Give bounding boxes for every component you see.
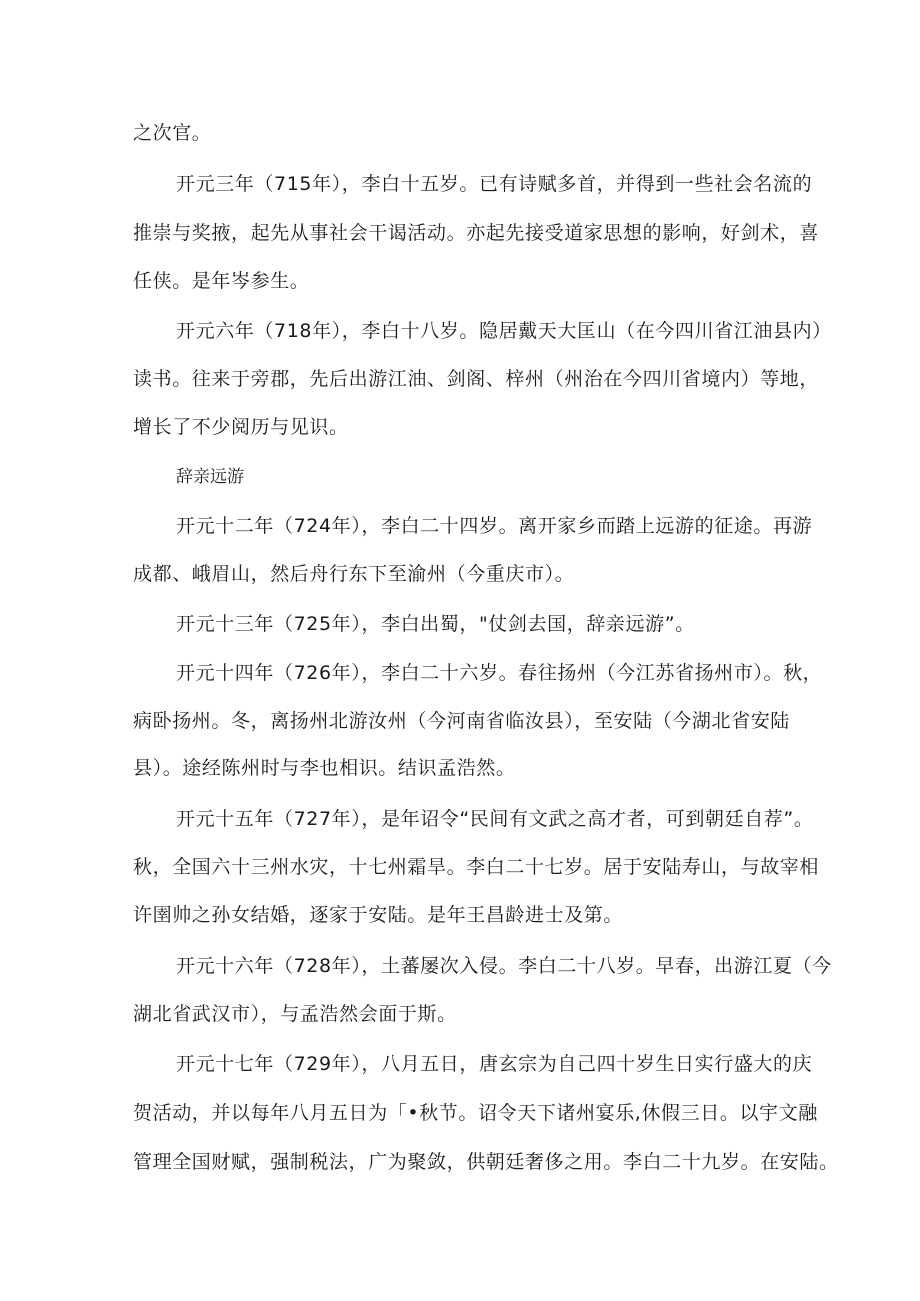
paragraph-728 (133, 952, 832, 1028)
heading-text: 辞亲远游 (176, 467, 244, 487)
text-line: 之次官。 (133, 122, 212, 144)
text-line: 开元十四年（726年），李白二十六岁。春往扬州（今江苏省扬州市）。秋， (176, 662, 823, 684)
paragraph-715 (133, 170, 819, 295)
text-line: 病卧扬州。冬，离扬州北游汝州（今河南省临汝县），至安陆（今湖北省安陆 (133, 710, 790, 732)
paragraph-continuation (133, 119, 211, 147)
text-line: 许圉帅之孙女结婚，逐家于安陆。是年王昌龄进士及第。 (133, 904, 624, 926)
text-line: 开元十二年（724年），李白二十四岁。离开家乡而踏上远游的征途。再游 (176, 515, 813, 537)
text-line: 秋，全国六十三州水灾，十七州霜旱。李白二十七岁。居于安陆寿山，与故宰相 (133, 856, 820, 878)
section-heading (133, 463, 244, 491)
paragraph-724 (133, 512, 812, 588)
paragraph-729 (133, 1050, 839, 1176)
paragraph-725 (133, 610, 695, 638)
text-line: 增长了不少阅历与见识。 (133, 416, 349, 438)
paragraph-718 (133, 317, 832, 441)
text-line: 贺活动，并以每年八月五日为「•秋节。诏令天下诸州宴乐,休假三日。以宇文融 (133, 1102, 818, 1124)
text-line: 开元十五年（727年），是年诏令“民间有文武之高才者，可到朝廷自荐”。 (176, 808, 814, 830)
text-line: 开元十三年（725年），李白出蜀，"仗剑去国，辞亲远游”。 (176, 613, 695, 635)
paragraph-727 (133, 805, 819, 929)
paragraph-726 (133, 659, 822, 782)
text-line: 开元三年（715年），李白十五岁。已有诗赋多首，并得到一些社会名流的 (176, 173, 813, 195)
text-line: 管理全国财赋，强制税法，广为聚敛，供朝廷奢侈之用。李白二十九岁。在安陆。 (133, 1151, 839, 1173)
text-line: 开元六年（718年），李白十八岁。隐居戴天大匡山（在今四川省江油县内） (176, 320, 832, 342)
text-line: 开元十七年（729年），八月五日，唐玄宗为自己四十岁生日实行盛大的庆 (176, 1053, 813, 1075)
text-line: 任侠。是年岑参生。 (133, 270, 310, 292)
text-line: 县）。途经陈州时与李也相识。结识孟浩然。 (133, 757, 516, 779)
text-line: 成都、峨眉山，然后舟行东下至渝州（今重庆市）。 (133, 563, 575, 585)
text-line: 推崇与奖掖，起先从事社会干谒活动。亦起先接受道家思想的影响，好剑术，喜 (133, 222, 820, 244)
text-line: 湖北省武汉市），与孟浩然会面于斯。 (133, 1003, 457, 1025)
text-line: 读书。往来于旁郡，先后出游江油、剑阁、梓州（州治在今四川省境内）等地， (133, 368, 820, 390)
text-line: 开元十六年（728年），土蕃屡次入侵。李白二十八岁。早春，出游江夏（今 (176, 955, 832, 977)
